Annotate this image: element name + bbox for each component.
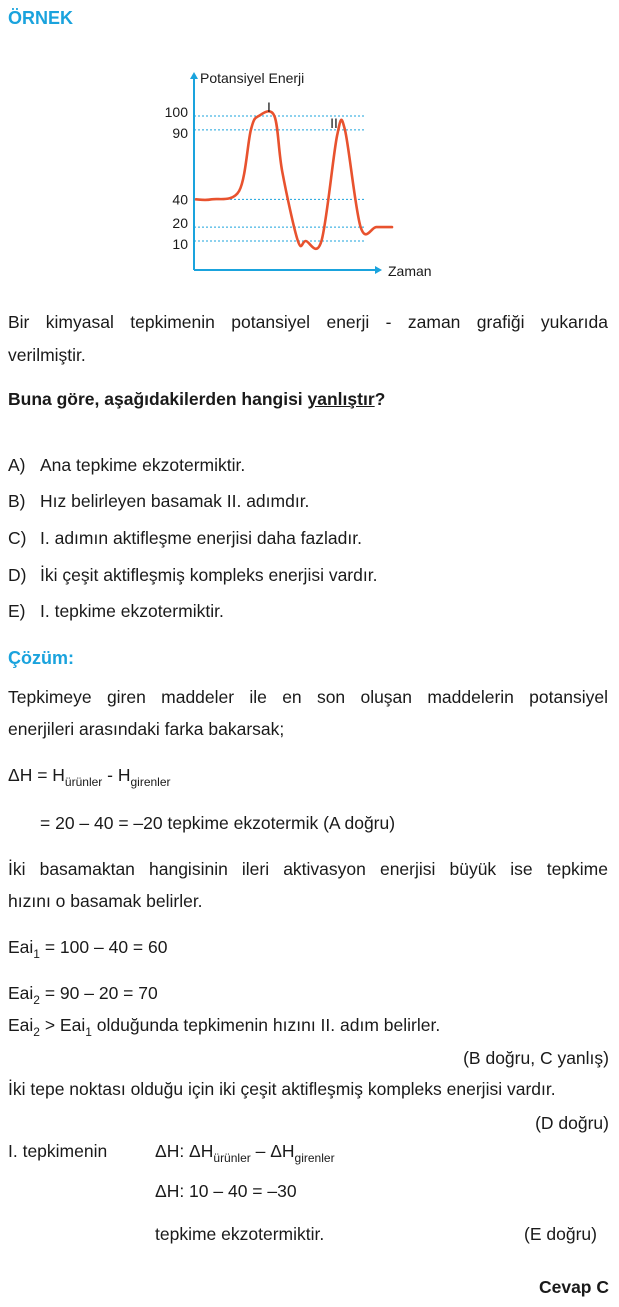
question-line-1: Bir kimyasal tepkimenin potansiyel enerji - zaman grafiği yukarıda [8,312,608,332]
bc-note: (B doğru, C yanlış) [463,1048,609,1068]
i-delta-h-result: ΔH: 10 – 40 = –30 [155,1181,297,1201]
eai1-equation: Eai$_1$ = 100 – 40 = 60 [8,937,168,961]
option-e[interactable]: E) I. tepkime ekzotermiktir. [8,601,224,621]
y-tick-label-10: 10 [172,236,188,252]
potential-energy-chart [150,60,450,285]
option-b[interactable]: B) Hız belirleyen basamak II. adımdır. [8,491,310,511]
solution-paragraph-1: Tepkimeye giren maddeler ile en son oluşan maddelerin potansiyel enerjileri arasındaki farka bakarsak; [8,687,608,739]
delta-h-result: = 20 – 40 = –20 tepkime ekzotermik (A doğru) [40,813,396,833]
reference-lines [194,116,365,241]
solution-paragraph-3: İki tepe noktası olduğu için iki çeşit aktifleşmiş kompleks enerjisi vardır. [8,1079,556,1099]
y-axis-arrow [190,72,198,79]
x-axis-label: Zaman [388,263,432,279]
i-delta-h-formula: ΔH: $\Delta H_{ürünler} - \Delta H_{girenler}$ [155,1141,335,1165]
eai2-equation: Eai$_2$ = 90 – 20 = 70 [8,983,158,1007]
i-reaction-label: I. tepkimenin [8,1141,108,1161]
answer: Cevap C [538,1277,609,1297]
option-d[interactable]: D) İki çeşit aktifleşmiş kompleks enerjisi vardır. [8,565,378,585]
option-c[interactable]: C) I. adımın aktifleşme enerjisi daha fazladır. [8,528,362,548]
question-line-2: verilmiştir. [8,345,86,365]
question-prompt: Buna göre, aşağıdakilerden hangisi yanlıştır? [8,389,386,409]
y-tick-label-90: 90 [172,124,188,141]
x-axis-arrow [375,266,382,274]
option-a[interactable]: A) Ana tepkime ekzotermiktir. [8,455,246,475]
chart-axes [190,72,382,274]
example-heading: ÖRNEK [8,8,74,28]
eai-comparison: Eai$_2$ > Eai$_1$ olduğunda tepkimenin hızını II. adım belirler. [8,1015,441,1039]
energy-curve [196,111,392,248]
i-conclusion: tepkime ekzotermiktir. [155,1224,325,1244]
y-axis-label: Potansiyel Enerji [200,70,305,86]
peak-label-2: II [330,115,338,131]
delta-h-formula: $\Delta H = H_{ürünler} - H_{girenler}$ [8,765,171,789]
solution-title: Çözüm: [8,648,74,668]
e-note: (E doğru) [524,1224,597,1244]
y-tick-label-40: 40 [172,191,188,208]
peak-label-1: I [267,99,271,115]
solution-paragraph-2: İki basamaktan hangisinin ileri aktivasyon enerjisi büyük ise tepkime hızını o basamak belirler. [8,859,608,911]
y-tick-label-20: 20 [172,215,188,232]
y-tick-label-100: 100 [164,104,188,120]
d-note: (D doğru) [535,1113,609,1133]
question-text [8,311,608,366]
y-tick-labels [165,104,189,252]
